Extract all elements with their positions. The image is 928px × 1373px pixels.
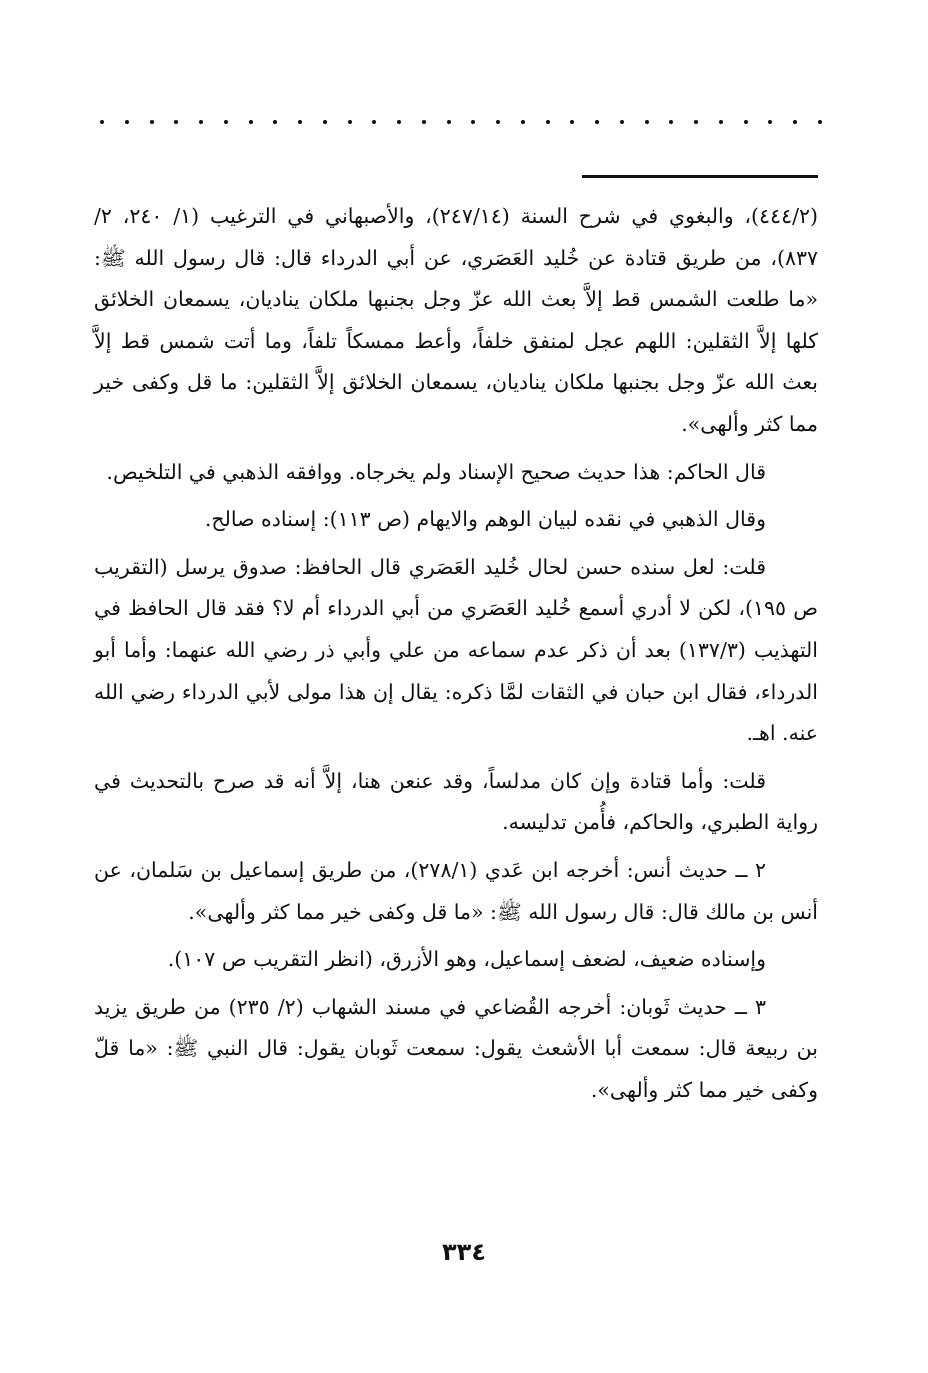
separator-dot xyxy=(323,120,327,124)
separator-dot xyxy=(645,120,649,124)
separator-dot xyxy=(224,120,228,124)
separator-dot xyxy=(100,120,104,124)
separator-dot xyxy=(199,120,203,124)
paragraph: ٣ ــ حديث ثَوبان: أخرجه القُضاعي في مسند الشهاب (٢/ ٢٣٥) من طريق يزيد بن ربيعة قال: سمعت أبا الأشعث يقول: سمعت ثَوبان يقول: قال النبي ﷺ: «ما قلّ وكفى خير مما كثر وألهى». xyxy=(94,994,818,1102)
paragraph: (٤٤٤/٢)، والبغوي في شرح السنة (٢٤٧/١٤)، والأصبهاني في الترغيب (١/ ٢٤٠، ٢/ ٨٣٧)، من طريق قتادة عن خُليد العَصَري، عن أبي الدرداء قال: قال رسول الله ﷺ: «ما طلعت الشمس قط إلاَّ بعث الله عزّ وجل بجنبها ملكان يناديان، يسمعان الخلائق كلها إلاَّ الثقلين: اللهم عجل لمنفق خلفاً، وأعط ممسكاً تلفاً، وما أتت شمس قط إلاَّ بعث الله عزّ وجل بجنبها ملكان يناديان، يسمعان الخلائق إلاَّ الثقلين: ما قل وكفى خير مما كثر وألهى». xyxy=(94,204,818,436)
separator-dot xyxy=(546,120,550,124)
separator-dot xyxy=(595,120,599,124)
paragraph: قلت: لعل سنده حسن لحال خُليد العَصَري قال الحافظ: صدوق يرسل (التقريب ص ١٩٥)، لكن لا أدري أسمع خُليد العَصَري من أبي الدرداء أم لا؟ فقد قال الحافظ في التهذيب (١٣٧/٣) بعد أن ذكر عدم سماعه من علي وأبي ذر رضي الله عنهما: وأما أبو الدرداء، فقال ابن حبان في الثقات لمَّا ذكره: يقال إن هذا مولى لأبي الدرداء رضي الله عنه. اهـ. xyxy=(94,554,818,746)
footnote-rule xyxy=(582,175,818,178)
paragraph: قال الحاكم: هذا حديث صحيح الإسناد ولم يخرجاه. ووافقه الذهبي في التلخيص. xyxy=(106,459,766,484)
separator-dot xyxy=(348,120,352,124)
separator-dot xyxy=(150,120,154,124)
separator-dot xyxy=(719,120,723,124)
separator-dot xyxy=(620,120,624,124)
separator-dot xyxy=(694,120,698,124)
separator-dot xyxy=(793,120,797,124)
separator-dot xyxy=(521,120,525,124)
separator-dot xyxy=(496,120,500,124)
separator-dot xyxy=(298,120,302,124)
separator-dot xyxy=(372,120,376,124)
separator-dot xyxy=(570,120,574,124)
separator-dot xyxy=(744,120,748,124)
separator-dot xyxy=(447,120,451,124)
separator-dot xyxy=(273,120,277,124)
separator-dot xyxy=(768,120,772,124)
separator-dot xyxy=(397,120,401,124)
separator-dot xyxy=(422,120,426,124)
paragraph: ٢ ــ حديث أنس: أخرجه ابن عَدي (٢٧٨/١)، من طريق إسماعيل بن سَلمان، عن أنس بن مالك قال: قال رسول الله ﷺ: «ما قل وكفى خير مما كثر وألهى». xyxy=(94,857,818,924)
top-dotted-separator xyxy=(100,112,822,132)
paragraph: وقال الذهبي في نقده لبيان الوهم والايهام (ص ١١٣): إسناده صالح. xyxy=(204,507,766,532)
separator-dot xyxy=(818,120,822,124)
separator-dot xyxy=(249,120,253,124)
paragraph: وإسناده ضعيف، لضعف إسماعيل، وهو الأزرق، (انظر التقريب ص ١٠٧). xyxy=(167,947,766,972)
separator-dot xyxy=(125,120,129,124)
separator-dot xyxy=(471,120,475,124)
page-number: ٣٣٤ xyxy=(442,1238,486,1266)
page-body xyxy=(94,196,818,1117)
separator-dot xyxy=(669,120,673,124)
paragraph: قلت: وأما قتادة وإن كان مدلساً، وقد عنعن هنا، إلاَّ أنه قد صرح بالتحديث في رواية الطبري، والحاكم، فأُمن تدليسه. xyxy=(94,768,818,835)
separator-dot xyxy=(174,120,178,124)
